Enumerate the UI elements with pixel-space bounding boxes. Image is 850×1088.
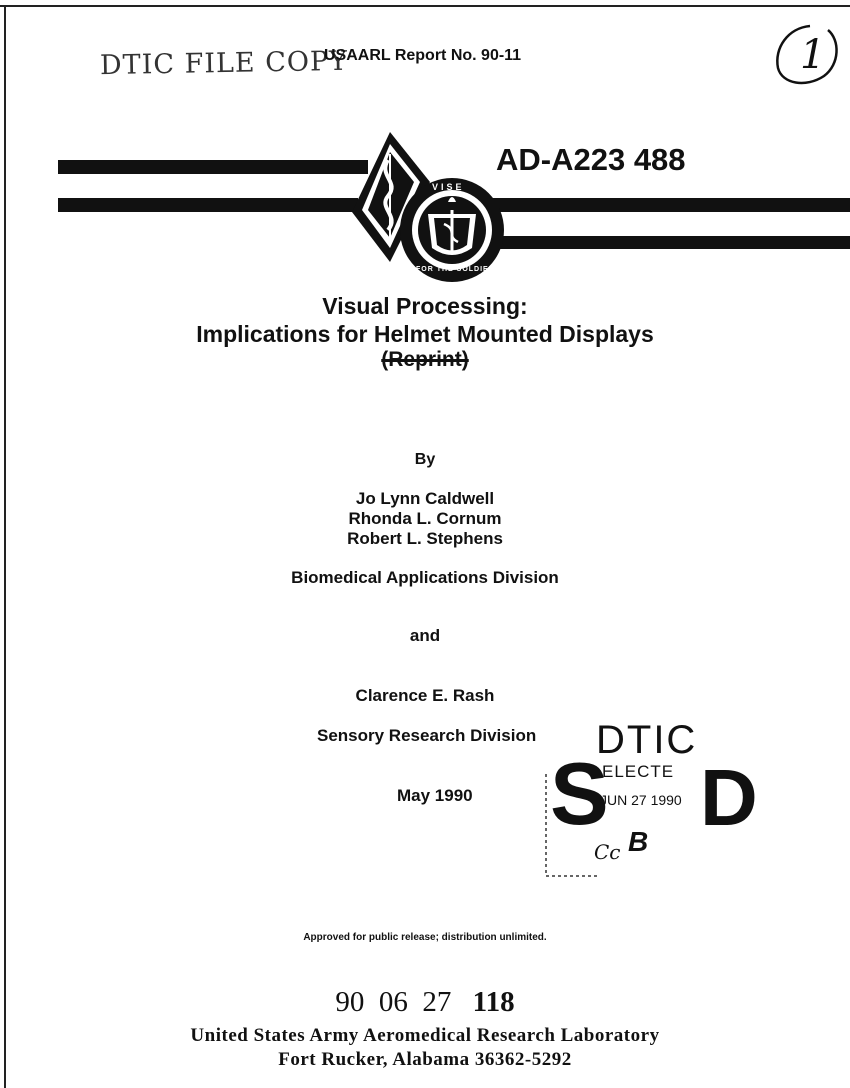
crest-bottom-text: FOR THE SOLDIER	[416, 266, 495, 273]
dtic-stamp-initials: Cc	[594, 840, 621, 864]
title-line-2: Implications for Helmet Mounted Displays	[196, 321, 654, 347]
army-crest-logo	[348, 130, 508, 290]
title-struck-reprint	[0, 348, 850, 372]
report-number: USAARL Report No. 90-11	[324, 47, 522, 64]
dtic-stamp-letter-s: S	[550, 744, 609, 843]
control-numbers	[0, 986, 850, 1019]
header-bar-bottom-right	[490, 198, 850, 212]
organization-address: Fort Rucker, Alabama 36362-5292	[278, 1049, 572, 1070]
page-border-top	[0, 5, 850, 7]
division-2: Sensory Research Division	[317, 726, 537, 745]
header-bar-lower-right	[500, 236, 850, 249]
accession-number: AD-A223 488	[496, 142, 686, 177]
header-bar-top-left	[58, 160, 368, 174]
title-line-1: Visual Processing:	[322, 293, 528, 319]
crest-top-text: VISE	[432, 182, 465, 192]
dtic-stamp-letter-b: B	[628, 826, 649, 857]
organization-name: United States Army Aeromedical Research Laboratory	[190, 1025, 660, 1046]
control-number-sequence: 118	[472, 986, 515, 1018]
dtic-stamp-date: JUN 27 1990	[600, 792, 682, 808]
dtic-elected-stamp	[540, 718, 758, 888]
release-statement: Approved for public release; distribution unlimited.	[303, 932, 547, 943]
division-1: Biomedical Applications Division	[291, 568, 559, 587]
by-label: By	[414, 451, 436, 468]
file-copy-stamp: DTIC FILE COPY	[99, 45, 349, 82]
dtic-stamp-title: DTIC	[596, 718, 698, 762]
author-2: Rhonda L. Cornum	[348, 509, 502, 528]
dtic-stamp-letter-d: D	[700, 753, 758, 842]
circled-number-mark	[770, 22, 842, 88]
author-3: Robert L. Stephens	[347, 529, 503, 548]
struck-reprint-text: (Reprint)	[381, 348, 469, 371]
header-bar-bottom-left	[58, 198, 358, 212]
and-label: and	[409, 626, 441, 645]
handwritten-number: 1	[800, 32, 826, 78]
control-number-date: 90 06 27	[335, 986, 452, 1018]
dtic-stamp-electe: ELECTE	[602, 762, 675, 781]
author-1: Jo Lynn Caldwell	[355, 489, 495, 508]
author-4: Clarence E. Rash	[355, 686, 495, 705]
publication-date: May 1990	[397, 786, 473, 805]
